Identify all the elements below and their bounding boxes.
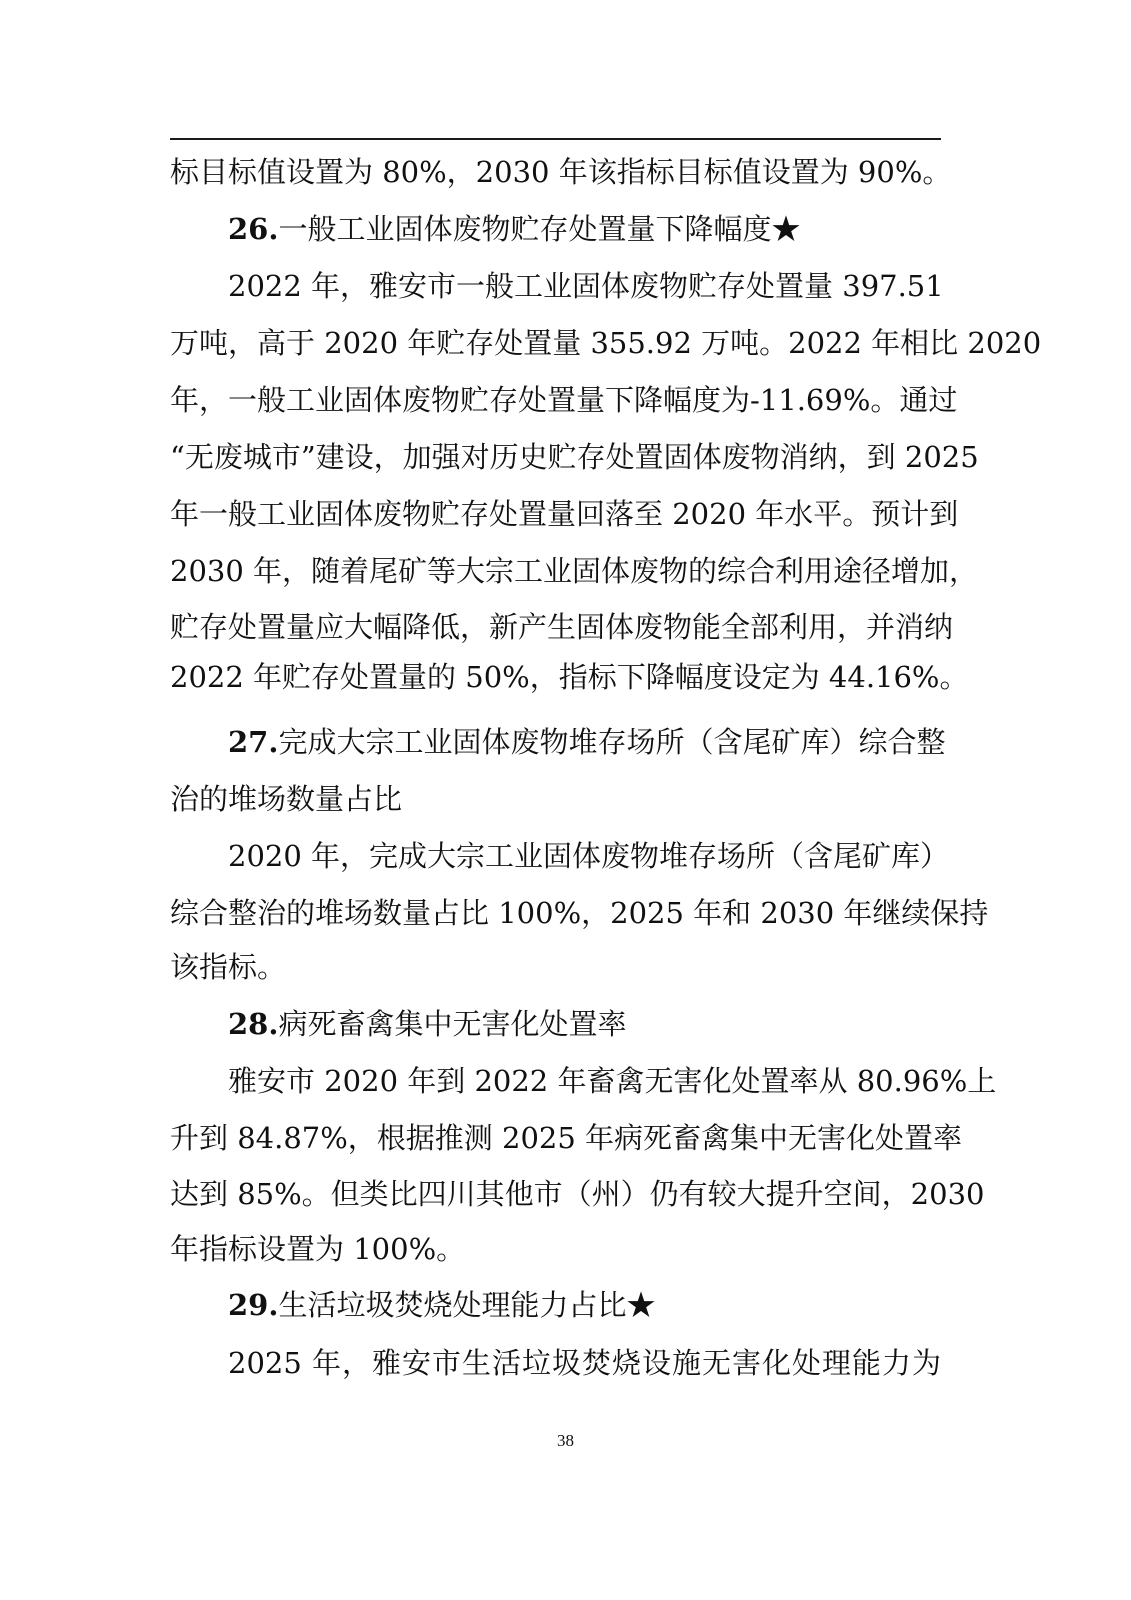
paragraph-line: 雅安市 2020 年到 2022 年畜禽无害化处置率从 80.96%上 [228, 1064, 997, 1098]
paragraph-line: 该指标。 [170, 950, 287, 984]
paragraph-line: 年一般工业固体废物贮存处置量回落至 2020 年水平。预计到 [170, 497, 959, 531]
heading-number: 29. [228, 1288, 279, 1322]
paragraph-line: 2030 年，随着尾矿等大宗工业固体废物的综合利用途径增加， [170, 554, 979, 588]
section-heading-29 [228, 1285, 941, 1325]
section-heading-27 [228, 722, 946, 762]
heading-continuation: 治的堆场数量占比 [170, 782, 403, 816]
page-number: 38 [557, 1431, 574, 1450]
heading-text: 病死畜禽集中无害化处置率 [278, 1007, 627, 1041]
paragraph-line: 升到 84.87%，根据推测 2025 年病死畜禽集中无害化处置率 [170, 1121, 963, 1155]
heading-number: 26. [228, 212, 279, 246]
paragraph-line: 综合整治的堆场数量占比 100%，2025 年和 2030 年继续保持 [170, 896, 989, 930]
heading-number: 27. [228, 725, 279, 759]
paragraph-line: 贮存处置量应大幅降低，新产生固体废物能全部利用，并消纳 [170, 610, 954, 644]
section-heading-28 [228, 1004, 941, 1044]
header-rule [170, 138, 941, 140]
section-heading-26 [228, 209, 941, 249]
heading-text: 一般工业固体废物贮存处置量下降幅度★ [278, 212, 801, 246]
paragraph-line: 达到 85%。但类比四川其他市（州）仍有较大提升空间，2030 [170, 1177, 985, 1211]
paragraph-line: 2025 年，雅安市生活垃圾焚烧设施无害化处理能力为 [228, 1346, 941, 1380]
paragraph-line: 2020 年，完成大宗工业固体废物堆存场所（含尾矿库） [228, 839, 950, 873]
paragraph-line: 年，一般工业固体废物贮存处置量下降幅度为-11.69%。通过 [170, 383, 958, 417]
heading-text: 完成大宗工业固体废物堆存场所（含尾矿库）综合整 [278, 725, 946, 759]
heading-number: 28. [228, 1007, 279, 1041]
paragraph-line: 标目标值设置为 80%，2030 年该指标目标值设置为 90%。 [170, 155, 952, 189]
heading-text: 生活垃圾焚烧处理能力占比★ [278, 1288, 656, 1322]
paragraph-line: “无废城市”建设，加强对历史贮存处置固体废物消纳，到 2025 [170, 440, 979, 474]
paragraph-line: 2022 年，雅安市一般工业固体废物贮存处置量 397.51 [228, 269, 944, 303]
paragraph-line: 年指标设置为 100%。 [170, 1232, 466, 1266]
paragraph-line: 2022 年贮存处置量的 50%，指标下降幅度设定为 44.16%。 [170, 660, 969, 694]
paragraph-line: 万吨，高于 2020 年贮存处置量 355.92 万吨。2022 年相比 2020 [170, 326, 1042, 360]
